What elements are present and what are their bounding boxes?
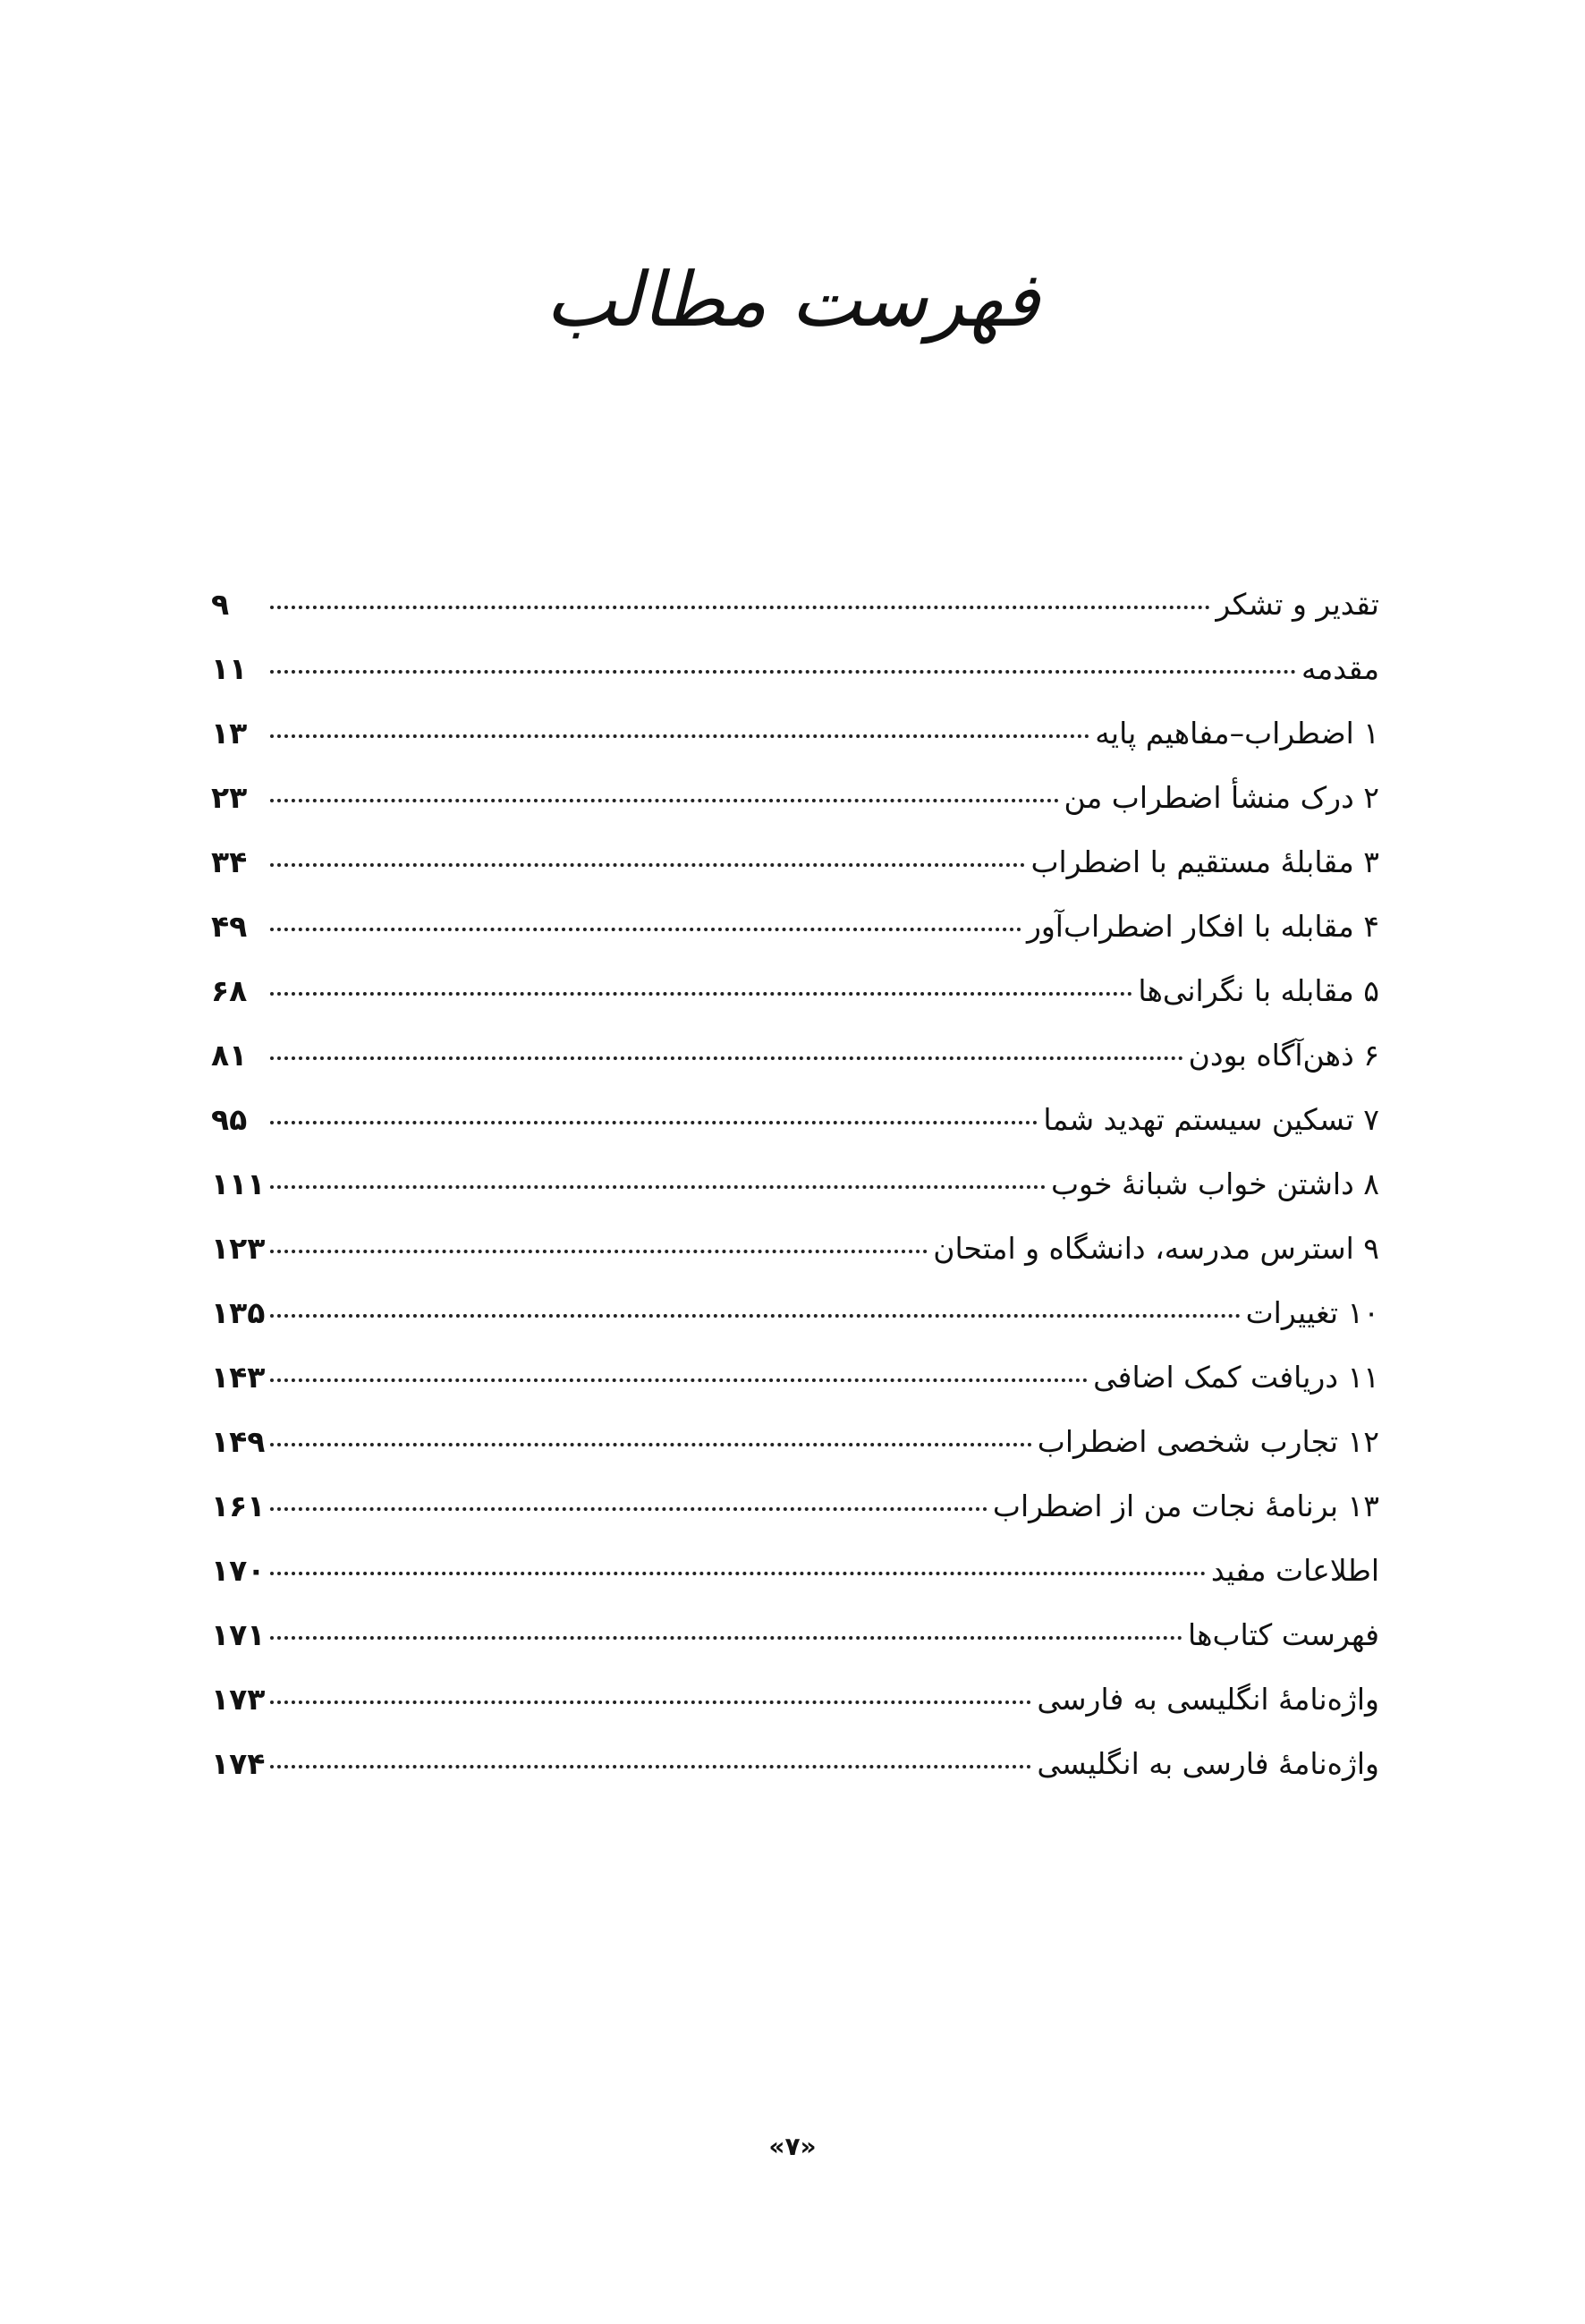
toc-entry-page: ۳۴ bbox=[211, 844, 248, 879]
toc-entry-label: ۱۲ تجارب شخصی اضطراب bbox=[1037, 1424, 1379, 1459]
toc-entry bbox=[211, 1023, 1379, 1088]
toc-entry-page: ۱۲۳ bbox=[211, 1231, 266, 1266]
toc-entry-label: ۹ استرس مدرسه، دانشگاه و امتحان bbox=[933, 1231, 1379, 1266]
toc-entry bbox=[211, 1539, 1379, 1603]
toc-entry-label: واژه‌نامهٔ انگلیسی به فارسی bbox=[1037, 1682, 1379, 1717]
toc-entry-page: ۱۷۱ bbox=[211, 1617, 266, 1652]
toc-entry-page: ۱۶۱ bbox=[211, 1489, 266, 1523]
toc-entry-label: ۶ ذهن‌آگاه بودن bbox=[1188, 1038, 1379, 1073]
toc-entry-label: ۴ مقابله با افکار اضطراب‌آور bbox=[1026, 909, 1379, 944]
toc-entry-page: ۱۴۳ bbox=[211, 1360, 266, 1395]
dot-leader bbox=[270, 1378, 1088, 1382]
toc-entry-page: ۸۱ bbox=[211, 1038, 248, 1073]
toc-entry bbox=[211, 830, 1379, 895]
dot-leader bbox=[270, 863, 1025, 867]
toc-entry bbox=[211, 1410, 1379, 1474]
toc-entry-page: ۹۵ bbox=[211, 1102, 248, 1137]
toc-entry-label: تقدیر و تشکر bbox=[1216, 587, 1379, 622]
toc-entry bbox=[211, 573, 1379, 637]
toc-entry-label: فهرست کتاب‌ها bbox=[1188, 1617, 1379, 1652]
dot-leader bbox=[270, 1314, 1240, 1318]
toc-entry-page: ۴۹ bbox=[211, 909, 248, 944]
toc-entry-label: ۱ اضطراب–مفاهیم پایه bbox=[1095, 716, 1379, 751]
table-of-contents bbox=[211, 573, 1379, 1796]
page-number: «۷» bbox=[768, 2132, 817, 2161]
dot-leader bbox=[270, 799, 1059, 802]
dot-leader bbox=[270, 1572, 1205, 1575]
dot-leader bbox=[270, 1121, 1038, 1124]
toc-entry-label: ۵ مقابله با نگرانی‌ها bbox=[1138, 973, 1379, 1008]
toc-entry bbox=[211, 637, 1379, 701]
toc-entry-label: ۳ مقابلهٔ مستقیم با اضطراب bbox=[1030, 844, 1379, 879]
toc-entry-page: ۹ bbox=[211, 587, 230, 622]
toc-entry bbox=[211, 1474, 1379, 1539]
toc-entry-page: ۱۱۱ bbox=[211, 1166, 266, 1201]
toc-entry bbox=[211, 1667, 1379, 1732]
toc-entry bbox=[211, 1603, 1379, 1667]
toc-entry-page: ۱۷۰ bbox=[211, 1553, 266, 1588]
toc-entry bbox=[211, 766, 1379, 830]
toc-entry-label: ۱۳ برنامهٔ نجات من از اضطراب bbox=[992, 1489, 1379, 1523]
toc-entry-label: مقدمه bbox=[1301, 651, 1379, 686]
toc-entry-page: ۱۱ bbox=[211, 651, 248, 686]
toc-entry-page: ۱۷۴ bbox=[211, 1746, 266, 1781]
toc-entry-label: ۱۱ دریافت کمک اضافی bbox=[1093, 1360, 1379, 1395]
toc-entry-page: ۲۳ bbox=[211, 780, 248, 815]
toc-entry-page: ۶۸ bbox=[211, 973, 248, 1008]
toc-entry bbox=[211, 1281, 1379, 1345]
dot-leader bbox=[270, 1701, 1031, 1704]
toc-entry bbox=[211, 701, 1379, 766]
dot-leader bbox=[270, 1250, 928, 1253]
toc-entry bbox=[211, 895, 1379, 959]
dot-leader bbox=[270, 1636, 1182, 1640]
dot-leader bbox=[270, 928, 1021, 931]
dot-leader bbox=[270, 1507, 987, 1511]
toc-entry bbox=[211, 959, 1379, 1023]
dot-leader bbox=[270, 1443, 1031, 1446]
toc-entry-page: ۱۳ bbox=[211, 716, 248, 751]
dot-leader bbox=[270, 992, 1132, 996]
toc-entry bbox=[211, 1152, 1379, 1217]
toc-entry bbox=[211, 1732, 1379, 1796]
dot-leader bbox=[270, 1765, 1031, 1768]
toc-entry-label: اطلاعات مفید bbox=[1210, 1553, 1379, 1588]
toc-entry-label: ۱۰ تغییرات bbox=[1245, 1295, 1379, 1330]
toc-entry bbox=[211, 1345, 1379, 1410]
dot-leader bbox=[270, 606, 1210, 609]
toc-entry-label: واژه‌نامهٔ فارسی به انگلیسی bbox=[1037, 1746, 1379, 1781]
page-title: فهرست مطالب bbox=[545, 256, 1040, 344]
toc-entry-page: ۱۴۹ bbox=[211, 1424, 266, 1459]
dot-leader bbox=[270, 734, 1089, 738]
dot-leader bbox=[270, 1185, 1046, 1189]
dot-leader bbox=[270, 1056, 1183, 1060]
dot-leader bbox=[270, 670, 1296, 674]
toc-entry-label: ۷ تسکین سیستم تهدید شما bbox=[1043, 1102, 1379, 1137]
toc-entry-label: ۸ داشتن خواب شبانهٔ خوب bbox=[1050, 1166, 1379, 1201]
toc-entry-page: ۱۷۳ bbox=[211, 1682, 266, 1717]
toc-entry bbox=[211, 1217, 1379, 1281]
toc-entry-label: ۲ درک منشأ اضطراب من bbox=[1064, 780, 1379, 815]
toc-entry-page: ۱۳۵ bbox=[211, 1295, 266, 1330]
toc-entry bbox=[211, 1088, 1379, 1152]
